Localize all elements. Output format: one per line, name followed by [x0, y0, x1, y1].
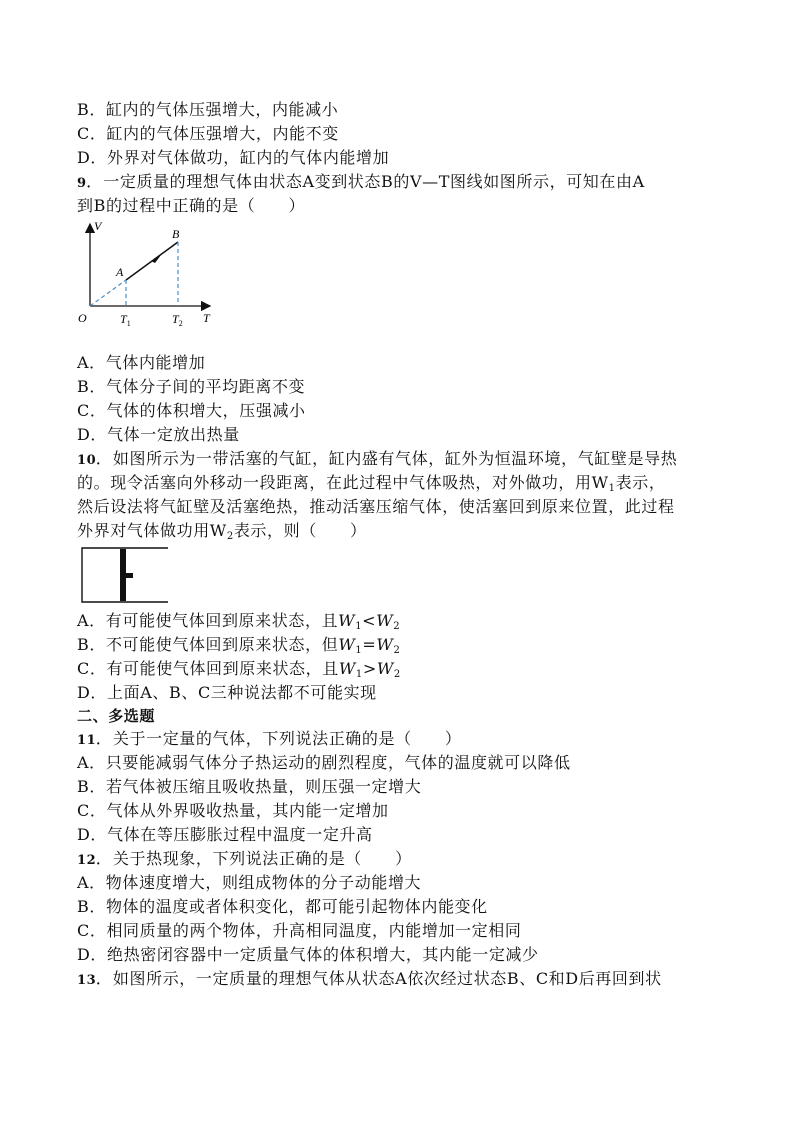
q10-stem-text-1: 如图所示为一带活塞的气缸，缸内盛有气体，缸外为恒温环境，气缸壁是导热 — [112, 449, 678, 468]
point-b-label: B — [172, 227, 180, 241]
origin-label: O — [78, 311, 87, 325]
q8-option-b: B．缸内的气体压强增大，内能减小 — [77, 100, 339, 119]
q9-number: 9． — [77, 176, 101, 191]
q10-stem-line3: 然后设法将气缸壁及活塞绝热，推动活塞压缩气体，使活塞回到原来位置，此过程 — [77, 497, 675, 516]
q9-option-a: A．气体内能增加 — [77, 353, 206, 372]
vt-graph — [72, 216, 222, 328]
q12-option-a: A．物体速度增大，则组成物体的分子动能增大 — [77, 873, 422, 892]
q9-stem-text-1: 一定质量的理想气体由状态A变到状态B的V—T图线如图所示，可知在由A — [103, 172, 645, 191]
t1-tick-label: $T_1$ — [120, 312, 131, 328]
t2-tick-label: $T_2$ — [172, 312, 183, 328]
q10-number: 10． — [77, 453, 110, 468]
point-a-label: A — [116, 265, 124, 279]
q10-option-a: A．有可能使气体回到原来状态，且$W_1<W_2$ — [77, 611, 401, 632]
q10-stem-line2: 的。现令活塞向外移动一段距离，在此过程中气体吸热，对外做功，用$W_1$表示， — [77, 473, 666, 494]
q8-option-d: D．外界对气体做功，缸内的气体内能增加 — [77, 148, 390, 167]
q9-option-b: B．气体分子间的平均距离不变 — [77, 377, 306, 396]
direction-arrow-icon — [151, 255, 161, 263]
q10-option-d: D．上面A、B、C三种说法都不可能实现 — [77, 683, 377, 702]
extrapolation-line — [90, 280, 126, 306]
q13-number: 13． — [77, 973, 110, 988]
q10-stem-line4: 外界对气体做功用$W_2$表示，则（ ） — [77, 521, 367, 542]
q9-stem-line1 — [77, 170, 645, 196]
section-heading-multi-choice: 二、多选题 — [77, 707, 156, 725]
q12-option-b: B．物体的温度或者体积变化，都可能引起物体内能变化 — [77, 897, 488, 916]
cylinder-piston-figure — [80, 546, 172, 604]
q9-option-c: C．气体的体积增大，压强减小 — [77, 401, 306, 420]
q10-option-b: B．不可能使气体回到原来状态，但$W_1=W_2$ — [77, 635, 401, 656]
q12-number: 12． — [77, 853, 110, 868]
q11-option-b: B．若气体被压缩且吸收热量，则压强一定增大 — [77, 777, 422, 796]
t-axis-label: T — [203, 311, 210, 325]
q11-option-a: A．只要能减弱气体分子热运动的剧烈程度，气体的温度就可以降低 — [77, 753, 571, 772]
q9-option-d: D．气体一定放出热量 — [77, 425, 240, 444]
piston — [120, 549, 126, 601]
q13-stem: 13． 如图所示，一定质量的理想气体从状态A依次经过状态B、C和D后再回到状 — [77, 969, 662, 988]
q11-number: 11． — [77, 733, 110, 748]
q11-stem: 11． 关于一定量的气体，下列说法正确的是（ ） — [77, 729, 462, 748]
q11-option-c: C．气体从外界吸收热量，其内能一定增加 — [77, 801, 389, 820]
q11-option-d: D．气体在等压膨胀过程中温度一定升高 — [77, 825, 373, 844]
q9-stem-line2: 到B的过程中正确的是（ ） — [77, 196, 306, 215]
q12-option-d: D．绝热密闭容器中一定质量气体的体积增大，其内能一定减少 — [77, 945, 539, 964]
q10-option-c: C．有可能使气体回到原来状态，且$W_1>W_2$ — [77, 659, 401, 680]
q10-stem-line1 — [77, 447, 677, 473]
v-axis-label: V — [94, 219, 102, 233]
q12-stem: 12． 关于热现象，下列说法正确的是（ ） — [77, 849, 412, 868]
q12-option-c: C．相同质量的两个物体，升高相同温度，内能增加一定相同 — [77, 921, 522, 940]
q8-option-c: C．缸内的气体压强增大，内能不变 — [77, 124, 339, 143]
piston-rod — [126, 573, 133, 578]
